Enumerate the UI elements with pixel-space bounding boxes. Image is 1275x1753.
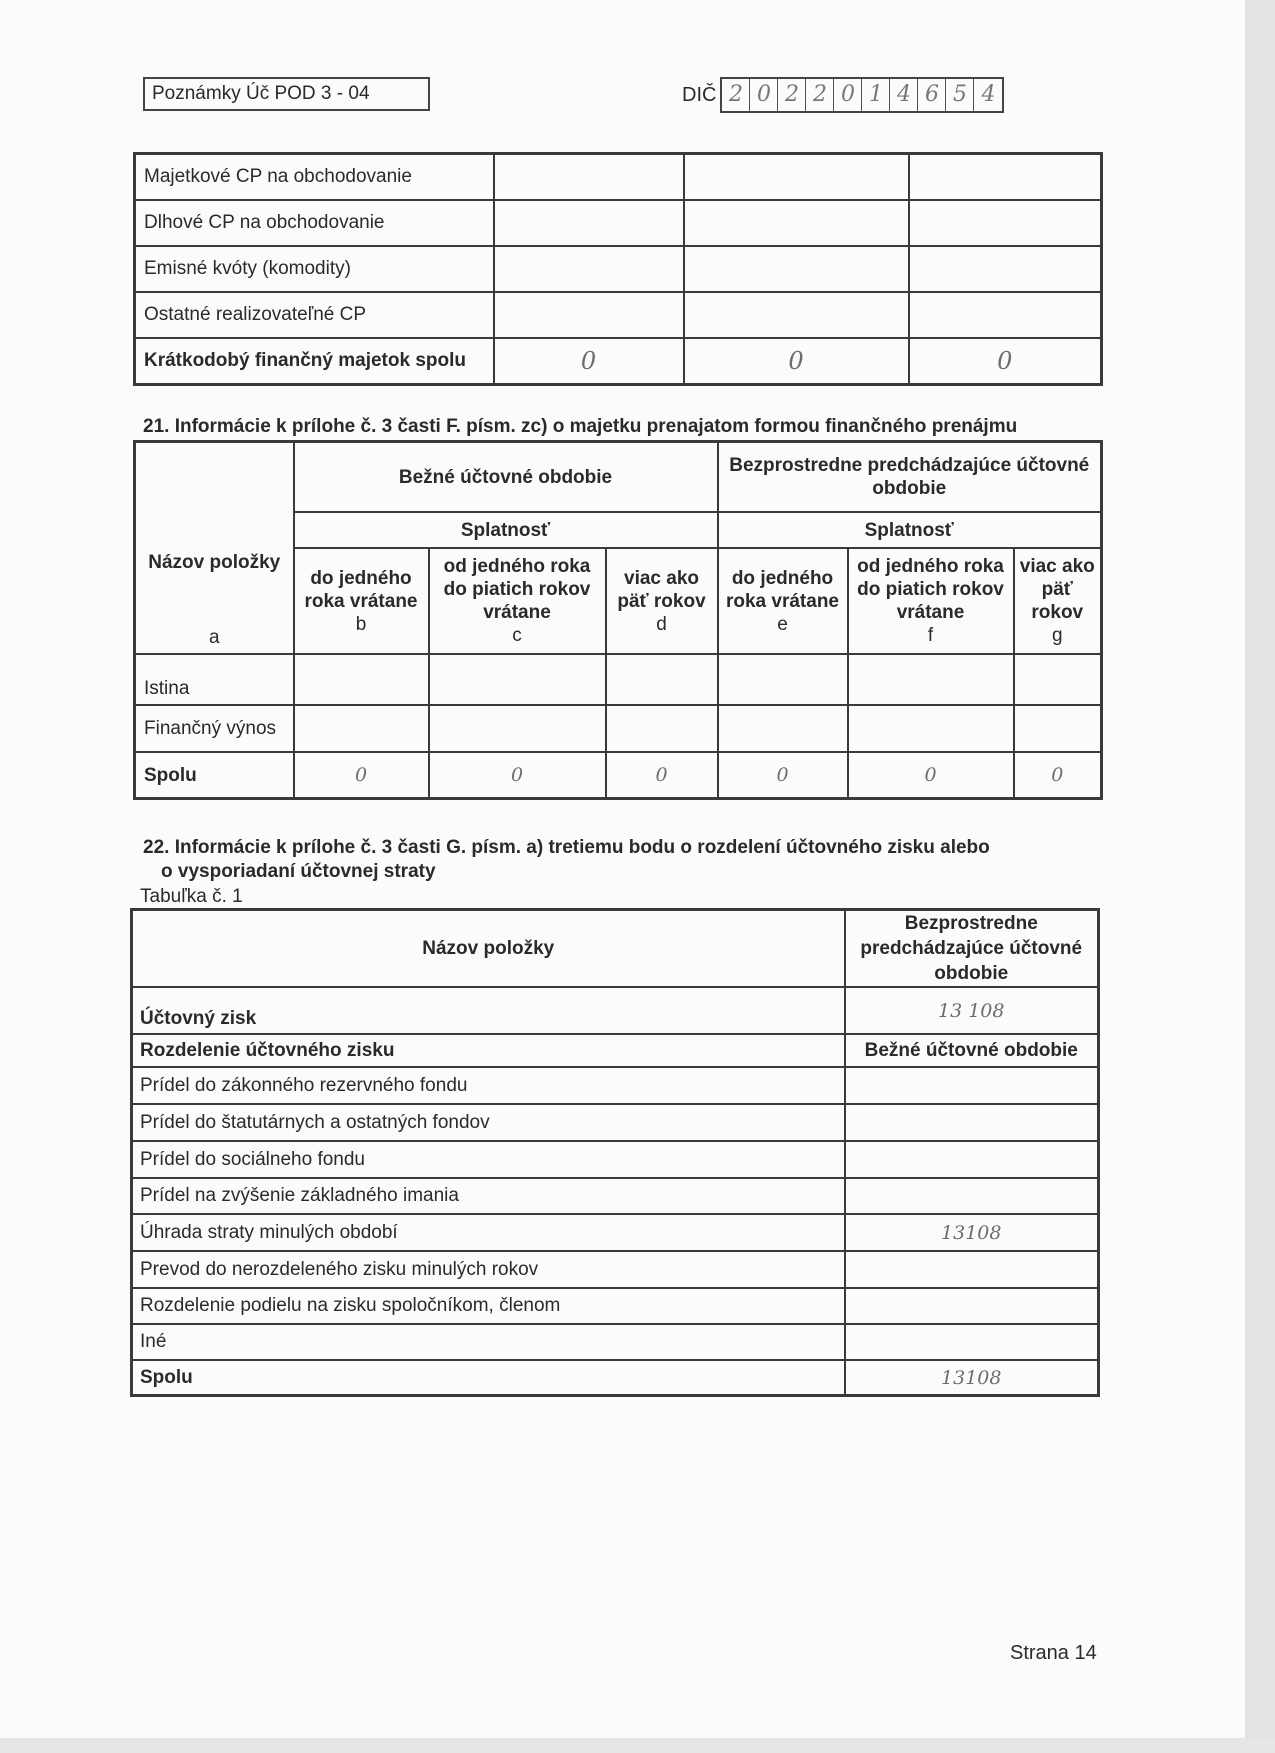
cell-value[interactable] — [845, 1067, 1099, 1104]
table-row — [132, 1288, 1099, 1324]
cell-value[interactable] — [845, 1324, 1099, 1360]
col-letter: b — [355, 613, 367, 635]
subcol-header — [294, 548, 429, 654]
form-label: Poznámky Úč POD 3 - 04 — [143, 77, 430, 111]
page-edge — [1245, 0, 1275, 1753]
table-row — [132, 1178, 1099, 1214]
profit-distribution-table — [130, 908, 1100, 1397]
cell-value[interactable] — [848, 705, 1014, 752]
dic-digit[interactable]: 2 — [778, 79, 806, 111]
cell-value[interactable] — [718, 705, 848, 752]
dic-digit[interactable]: 2 — [806, 79, 834, 111]
previous-period-header: Bezprostredne predchádzajúce účtovné obdobie — [718, 442, 1102, 513]
subcol-label: viac ako päť rokov — [1019, 556, 1095, 623]
cell-value[interactable] — [494, 292, 684, 338]
finance-lease-table — [133, 440, 1103, 800]
table-row — [135, 292, 1102, 338]
row-label: Prídel do štatutárnych a ostatných fondov — [132, 1104, 845, 1141]
cell-value[interactable]: 13108 — [845, 1214, 1099, 1251]
subcol-header — [848, 548, 1014, 654]
cell-value[interactable] — [1014, 705, 1102, 752]
cell-value[interactable] — [845, 1178, 1099, 1214]
table-row — [135, 705, 1102, 752]
table-row — [135, 246, 1102, 292]
subcol-header — [718, 548, 848, 654]
total-row — [132, 1360, 1099, 1396]
distribution-header-row — [132, 1034, 1099, 1067]
cell-value[interactable] — [845, 1251, 1099, 1288]
section-22-title — [143, 836, 1103, 884]
row-label: Spolu — [132, 1360, 845, 1396]
subcol-header — [606, 548, 718, 654]
cell-value[interactable]: 0 — [684, 338, 909, 385]
col-item-label: Názov položky — [148, 552, 281, 573]
cell-value[interactable] — [845, 1104, 1099, 1141]
financial-assets-table — [133, 152, 1103, 386]
cell-value[interactable] — [684, 200, 909, 246]
col-letter: a — [208, 627, 220, 648]
cell-value[interactable] — [684, 154, 909, 201]
cell-value[interactable]: 0 — [848, 752, 1014, 799]
cell-value[interactable] — [848, 654, 1014, 705]
cell-value[interactable] — [606, 705, 718, 752]
subcol-label: od jedného roka do piatich rokov vrátane — [443, 556, 591, 623]
dic-label: DIČ — [682, 83, 717, 106]
row-label: Istina — [135, 654, 294, 705]
row-label: Ostatné realizovateľné CP — [135, 292, 494, 338]
table-row — [132, 1214, 1099, 1251]
row-label: Emisné kvóty (komodity) — [135, 246, 494, 292]
subcol-label: do jedného roka vrátane — [304, 567, 418, 612]
row-label: Spolu — [135, 752, 294, 799]
maturity-header: Splatnosť — [718, 512, 1102, 548]
table-row — [132, 1104, 1099, 1141]
cell-value[interactable] — [909, 200, 1102, 246]
cell-value[interactable] — [909, 154, 1102, 201]
dic-digit[interactable]: 2 — [722, 79, 750, 111]
cell-value[interactable] — [845, 1141, 1099, 1178]
cell-value[interactable]: 0 — [606, 752, 718, 799]
current-period-header: Bežné účtovné obdobie — [294, 442, 718, 513]
page-edge-bottom — [0, 1738, 1275, 1753]
cell-value[interactable] — [845, 1288, 1099, 1324]
cell-value[interactable]: 0 — [494, 338, 684, 385]
row-label: Účtovný zisk — [132, 987, 845, 1034]
cell-value[interactable] — [494, 154, 684, 201]
header-row — [135, 442, 1102, 513]
section-22-title-line2: o vysporiadaní účtovnej straty — [161, 861, 436, 882]
dic-digit[interactable]: 4 — [981, 82, 996, 107]
col-item-header — [135, 442, 294, 655]
cell-value[interactable] — [684, 246, 909, 292]
row-label: Majetkové CP na obchodovanie — [135, 154, 494, 201]
row-label: Iné — [132, 1324, 845, 1360]
subcol-label: do jedného roka vrátane — [725, 567, 839, 612]
table-row — [132, 1251, 1099, 1288]
col-letter: c — [512, 625, 522, 646]
row-label: Finančný výnos — [135, 705, 294, 752]
total-row — [135, 752, 1102, 799]
row-label: Dlhové CP na obchodovanie — [135, 200, 494, 246]
table-row — [135, 154, 1102, 201]
cell-value[interactable] — [429, 654, 606, 705]
dic-field — [682, 77, 1004, 113]
subcol-label: viac ako päť rokov — [617, 567, 706, 612]
header-row — [132, 910, 1099, 988]
row-label: Prídel na zvýšenie základného imania — [132, 1178, 845, 1214]
subcol-header — [429, 548, 606, 654]
cell-value[interactable] — [606, 654, 718, 705]
dic-digit[interactable]: 1 — [862, 79, 890, 111]
dic-digit[interactable]: 6 — [918, 79, 946, 111]
page-number: Strana 14 — [1010, 1642, 1097, 1664]
col-letter: d — [656, 613, 667, 635]
table-row — [135, 200, 1102, 246]
row-label: Prevod do nerozdeleného zisku minulých rokov — [132, 1251, 845, 1288]
cell-value[interactable] — [494, 246, 684, 292]
cell-value[interactable] — [1014, 654, 1102, 705]
row-label: Prídel do zákonného rezervného fondu — [132, 1067, 845, 1104]
cell-value[interactable] — [294, 705, 429, 752]
row-label: Rozdelenie podielu na zisku spoločníkom, členom — [132, 1288, 845, 1324]
current-period-header: Bežné účtovné obdobie — [845, 1034, 1099, 1067]
cell-value[interactable]: 0 — [718, 752, 848, 799]
dic-digit[interactable]: 4 — [890, 79, 918, 111]
col-item-header: Názov položky — [132, 910, 845, 988]
col-letter: e — [777, 613, 788, 635]
cell-value[interactable]: 0 — [294, 752, 429, 799]
cell-value[interactable]: 0 — [429, 752, 606, 799]
cell-value[interactable] — [684, 292, 909, 338]
cell-value[interactable]: 13 108 — [845, 987, 1099, 1034]
col-letter: f — [927, 625, 934, 646]
table-row — [132, 1324, 1099, 1360]
table-row — [132, 1141, 1099, 1178]
subcol-header — [1014, 548, 1102, 654]
col-previous-period-header: Bezprostredne predchádzajúce účtovné obdobie — [845, 910, 1099, 988]
dic-digit[interactable]: 5 — [946, 79, 974, 111]
dic-digit[interactable]: 0 — [750, 79, 778, 111]
row-label: Rozdelenie účtovného zisku — [132, 1034, 845, 1067]
row-label: Úhrada straty minulých období — [132, 1214, 845, 1251]
cell-value[interactable]: 0 — [1014, 752, 1102, 799]
cell-value[interactable] — [429, 705, 606, 752]
cell-value[interactable]: 0 — [909, 338, 1102, 385]
section-22-title-line1: 22. Informácie k prílohe č. 3 časti G. písm. a) tretiemu bodu o rozdelení účtovného zisku alebo — [143, 837, 990, 858]
section-21-title: 21. Informácie k prílohe č. 3 časti F. písm. zc) o majetku prenajatom formou finančného prenájmu — [143, 416, 1018, 437]
cell-value[interactable] — [718, 654, 848, 705]
dic-digit-boxes — [720, 77, 1004, 113]
profit-row — [132, 987, 1099, 1034]
subcol-label: od jedného roka do piatich rokov vrátane — [857, 556, 1004, 623]
table-label: Tabuľka č. 1 — [140, 886, 243, 907]
row-label: Prídel do sociálneho fondu — [132, 1141, 845, 1178]
total-row — [135, 338, 1102, 385]
cell-value[interactable] — [909, 246, 1102, 292]
cell-value[interactable] — [294, 654, 429, 705]
dic-digit[interactable]: 0 — [834, 79, 862, 111]
row-label: Krátkodobý finančný majetok spolu — [135, 338, 494, 385]
maturity-header: Splatnosť — [294, 512, 718, 548]
col-letter: g — [1051, 625, 1063, 646]
table-row — [135, 654, 1102, 705]
cell-value[interactable]: 13108 — [845, 1360, 1099, 1396]
cell-value[interactable] — [909, 292, 1102, 338]
cell-value[interactable] — [494, 200, 684, 246]
table-row — [132, 1067, 1099, 1104]
